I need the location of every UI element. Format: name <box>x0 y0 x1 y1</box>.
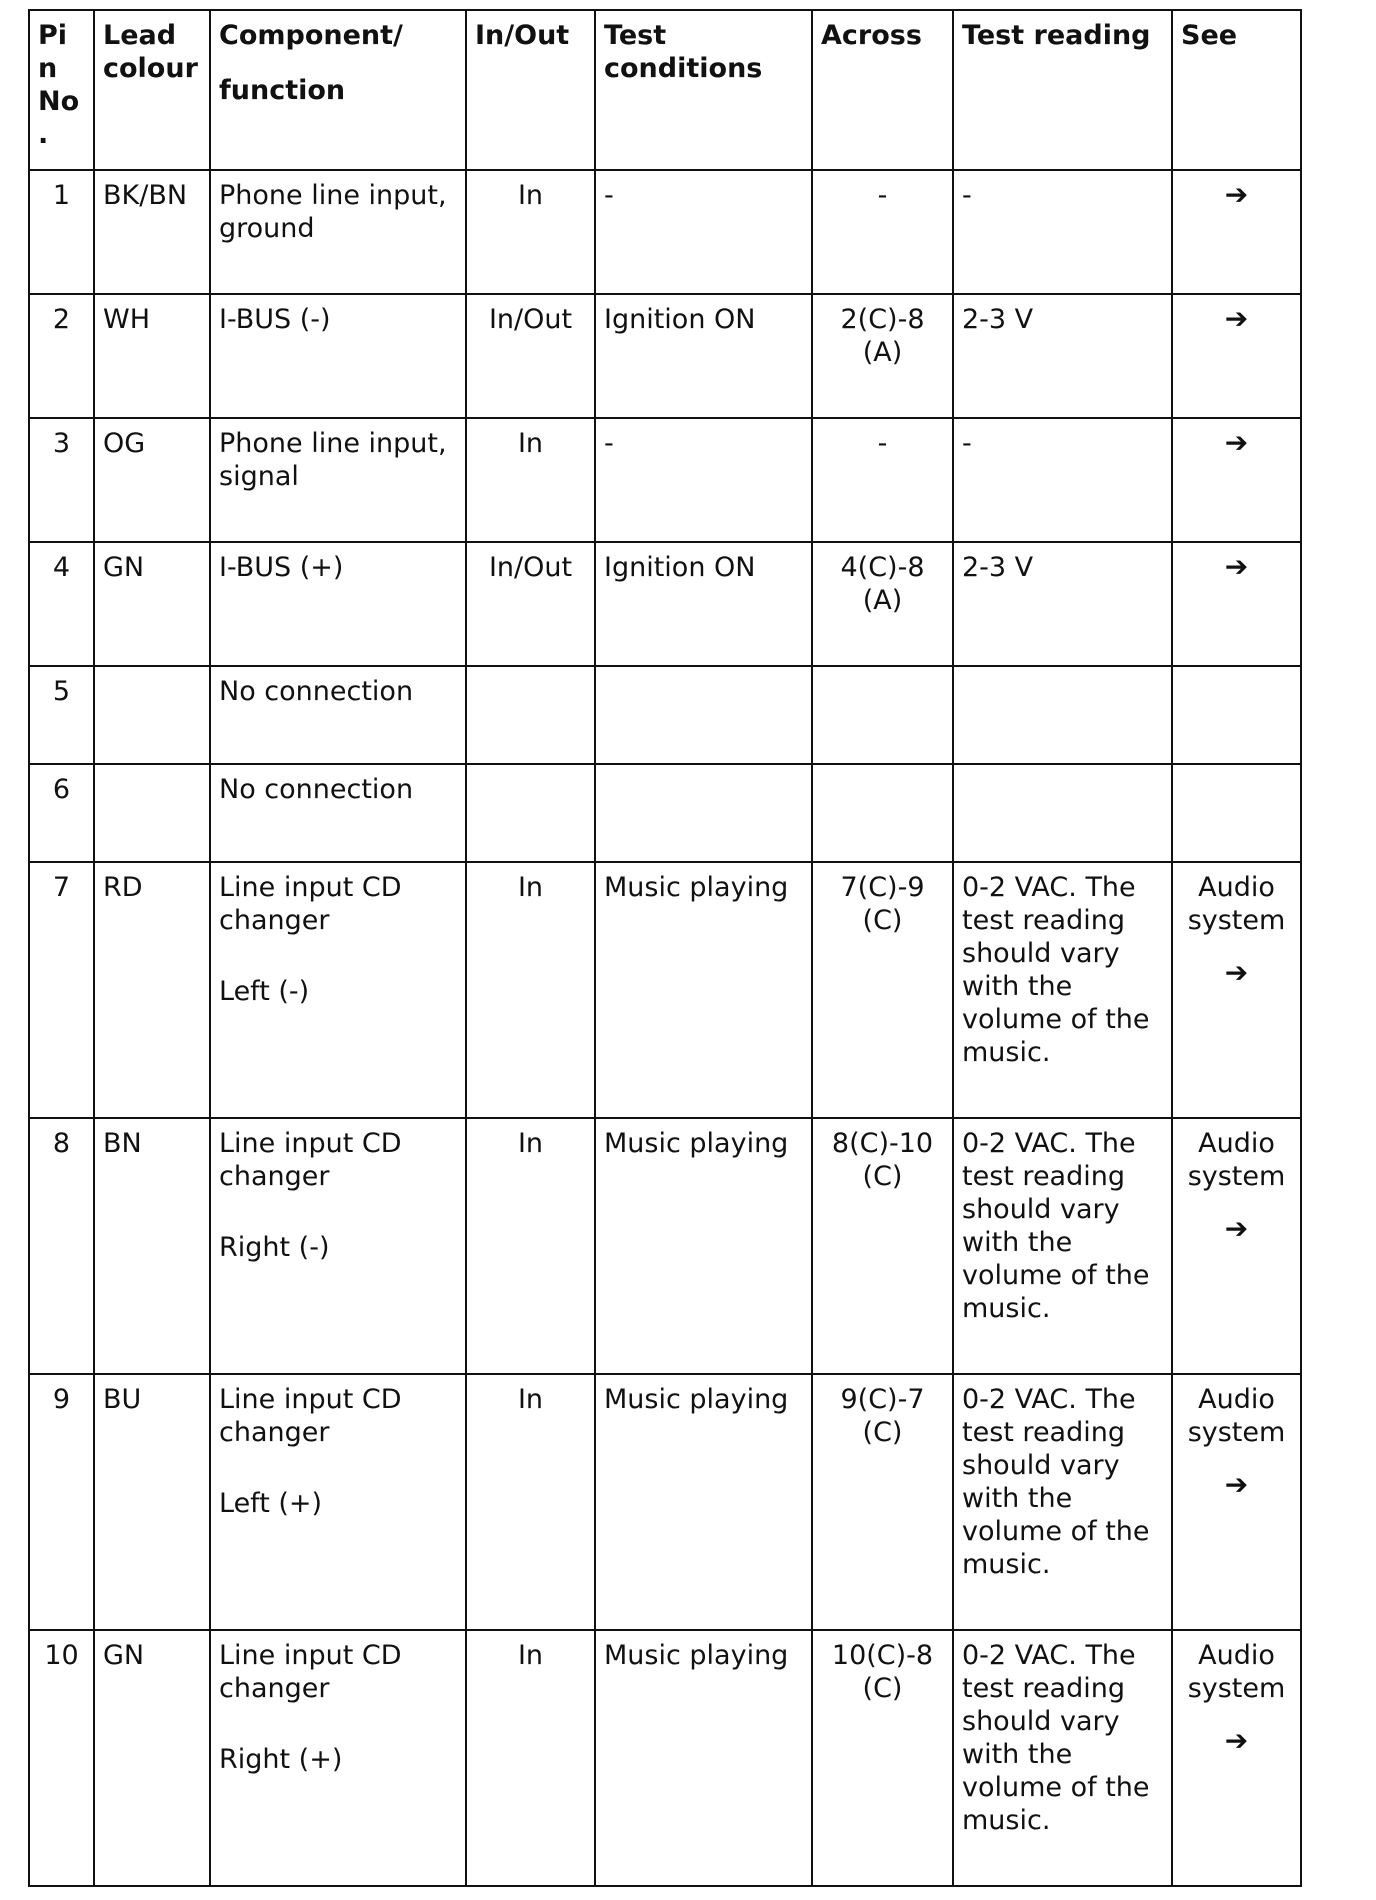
test-reading-cell-text: - <box>962 428 972 459</box>
in-out-cell-text: In/Out <box>488 552 573 583</box>
lead-colour-cell-text: BN <box>103 1128 142 1159</box>
test-reading-cell-text: 0-2 VAC. The test reading should vary with the volume of the music. <box>962 1640 1150 1836</box>
in-out-cell-text: In <box>517 428 544 459</box>
test-conditions-cell-text: Music playing <box>604 872 789 903</box>
test-conditions-cell-text: Music playing <box>604 1128 789 1159</box>
see-reference-text: Audio system <box>1187 1384 1286 1448</box>
component-cell <box>210 294 466 418</box>
table-row <box>29 1630 1301 1886</box>
in-out-cell-text: In/Out <box>488 304 573 335</box>
lead-colour-cell <box>94 294 210 418</box>
lead-colour-cell-text: OG <box>103 428 146 459</box>
across-cell <box>812 542 953 666</box>
right-arrow-icon[interactable]: ➔ <box>1224 426 1249 459</box>
lead-colour-cell-text: BK/BN <box>103 180 188 211</box>
in-out-cell <box>466 542 595 666</box>
lead-colour-cell-text: GN <box>103 1640 145 1671</box>
pin-number-cell-text: 9 <box>52 1384 71 1415</box>
component-cell <box>210 1118 466 1374</box>
test-conditions-cell <box>595 418 812 542</box>
lead-colour-cell-text: GN <box>103 552 145 583</box>
right-arrow-icon[interactable]: ➔ <box>1224 1724 1249 1757</box>
across-line-2: (C) <box>862 1673 903 1704</box>
across-line-1: 4(C)-8 <box>840 552 925 583</box>
test-reading-cell-text: 2-3 V <box>962 552 1034 583</box>
pin-number-cell-text: 2 <box>52 304 71 335</box>
in-out-cell <box>466 418 595 542</box>
across-line-1: 9(C)-7 <box>840 1384 925 1415</box>
pin-number-cell-text: 10 <box>44 1640 79 1671</box>
right-arrow-icon[interactable]: ➔ <box>1224 1468 1249 1501</box>
see-cell <box>1172 666 1301 764</box>
test-conditions-cell <box>595 294 812 418</box>
lead-colour-cell-text: RD <box>103 872 143 903</box>
test-conditions-cell <box>595 862 812 1118</box>
component-cell-text: No connection <box>219 676 414 707</box>
component-cell <box>210 170 466 294</box>
across-cell <box>812 1630 953 1886</box>
header-test-conditions: Test conditions <box>595 10 812 170</box>
component-cell-text: Line input CD changer <box>219 872 402 936</box>
table-row <box>29 542 1301 666</box>
across-line-2: (C) <box>862 905 903 936</box>
pin-number-cell-text: 6 <box>52 774 71 805</box>
test-reading-cell <box>953 1374 1172 1630</box>
see-cell <box>1172 542 1301 666</box>
across-line-2: (C) <box>862 1417 903 1448</box>
pin-assignment-table <box>28 9 1302 1887</box>
test-reading-cell <box>953 418 1172 542</box>
component-cell-text: Phone line input, ground <box>219 180 447 244</box>
see-cell <box>1172 294 1301 418</box>
test-conditions-cell <box>595 542 812 666</box>
test-reading-cell-text: 0-2 VAC. The test reading should vary with the volume of the music. <box>962 1128 1150 1324</box>
across-cell <box>812 1374 953 1630</box>
pin-number-cell-text: 8 <box>52 1128 71 1159</box>
see-cell <box>1172 170 1301 294</box>
in-out-cell <box>466 1374 595 1630</box>
lead-colour-cell <box>94 542 210 666</box>
header-component <box>210 10 466 170</box>
component-cell-text: Phone line input, signal <box>219 428 447 492</box>
see-reference-text: Audio system <box>1187 1640 1286 1704</box>
test-reading-cell <box>953 764 1172 862</box>
across-line-1: 8(C)-10 <box>831 1128 934 1159</box>
lead-colour-cell <box>94 1118 210 1374</box>
test-conditions-cell <box>595 1374 812 1630</box>
across-line-1: - <box>877 428 888 459</box>
pin-number-cell <box>29 294 94 418</box>
test-conditions-cell <box>595 666 812 764</box>
in-out-cell <box>466 862 595 1118</box>
in-out-cell-text: In <box>517 1640 544 1671</box>
in-out-cell-text: In <box>517 180 544 211</box>
header-lead-colour: Lead colour <box>94 10 210 170</box>
across-cell <box>812 666 953 764</box>
across-line-2: (A) <box>862 585 903 616</box>
test-reading-cell-text: 0-2 VAC. The test reading should vary with the volume of the music. <box>962 1384 1150 1580</box>
in-out-cell <box>466 1630 595 1886</box>
in-out-cell-text: In <box>517 1384 544 1415</box>
test-conditions-cell-text: - <box>604 180 614 211</box>
pin-number-cell <box>29 764 94 862</box>
test-conditions-cell <box>595 1630 812 1886</box>
across-cell <box>812 170 953 294</box>
component-cell <box>210 1630 466 1886</box>
see-cell <box>1172 1630 1301 1886</box>
lead-colour-cell <box>94 1630 210 1886</box>
lead-colour-cell <box>94 170 210 294</box>
test-reading-cell <box>953 862 1172 1118</box>
pin-number-cell <box>29 862 94 1118</box>
component-subfunction: Left (+) <box>219 1488 323 1519</box>
see-reference-text: Audio system <box>1187 1128 1286 1192</box>
test-conditions-cell-text: Ignition ON <box>604 304 756 335</box>
in-out-cell <box>466 170 595 294</box>
test-conditions-cell <box>595 170 812 294</box>
pin-number-cell-text: 5 <box>52 676 71 707</box>
lead-colour-cell <box>94 418 210 542</box>
component-subfunction: Left (-) <box>219 976 310 1007</box>
across-cell <box>812 764 953 862</box>
see-cell <box>1172 418 1301 542</box>
in-out-cell-text: In <box>517 1128 544 1159</box>
component-cell-text: No connection <box>219 774 414 805</box>
across-line-1: 10(C)-8 <box>831 1640 934 1671</box>
pin-number-cell-text: 7 <box>52 872 71 903</box>
across-line-1: 2(C)-8 <box>840 304 925 335</box>
header-across: Across <box>812 10 953 170</box>
component-subfunction: Right (-) <box>219 1232 330 1263</box>
component-cell-text: I-BUS (-) <box>219 304 331 335</box>
across-cell <box>812 418 953 542</box>
across-cell <box>812 862 953 1118</box>
pin-number-cell-text: 4 <box>52 552 71 583</box>
right-arrow-icon[interactable]: ➔ <box>1224 1212 1249 1245</box>
test-conditions-cell-text: - <box>604 428 614 459</box>
table-header-row <box>29 10 1301 170</box>
lead-colour-cell-text: BU <box>103 1384 142 1415</box>
table-row <box>29 1374 1301 1630</box>
pin-number-cell <box>29 418 94 542</box>
component-cell <box>210 542 466 666</box>
test-conditions-cell <box>595 1118 812 1374</box>
in-out-cell-text: In <box>517 872 544 903</box>
test-conditions-cell-text: Music playing <box>604 1384 789 1415</box>
in-out-cell <box>466 1118 595 1374</box>
table-row <box>29 294 1301 418</box>
pin-number-cell <box>29 170 94 294</box>
component-cell <box>210 862 466 1118</box>
table-row <box>29 666 1301 764</box>
header-component-line1: Component/ <box>219 20 403 51</box>
table-row <box>29 418 1301 542</box>
right-arrow-icon[interactable]: ➔ <box>1224 178 1249 211</box>
across-line-1: - <box>877 180 888 211</box>
lead-colour-cell <box>94 666 210 764</box>
table-row <box>29 764 1301 862</box>
header-see: See <box>1172 10 1301 170</box>
table-row <box>29 170 1301 294</box>
across-line-1: 7(C)-9 <box>840 872 925 903</box>
component-cell <box>210 764 466 862</box>
pin-number-cell <box>29 1118 94 1374</box>
in-out-cell <box>466 294 595 418</box>
pin-number-cell <box>29 1630 94 1886</box>
right-arrow-icon[interactable]: ➔ <box>1224 302 1249 335</box>
right-arrow-icon[interactable]: ➔ <box>1224 956 1249 989</box>
component-cell-text: Line input CD changer <box>219 1640 402 1704</box>
component-cell-text: I-BUS (+) <box>219 552 344 583</box>
table-body <box>29 170 1301 1886</box>
test-reading-cell <box>953 1630 1172 1886</box>
component-cell-text: Line input CD changer <box>219 1128 402 1192</box>
across-cell <box>812 294 953 418</box>
table-row <box>29 862 1301 1118</box>
in-out-cell <box>466 764 595 862</box>
component-cell <box>210 1374 466 1630</box>
test-conditions-cell-text: Music playing <box>604 1640 789 1671</box>
pin-number-cell <box>29 666 94 764</box>
component-subfunction: Right (+) <box>219 1744 343 1775</box>
test-reading-cell-text: 0-2 VAC. The test reading should vary with the volume of the music. <box>962 872 1150 1068</box>
in-out-cell <box>466 666 595 764</box>
test-reading-cell-text: 2-3 V <box>962 304 1034 335</box>
header-component-line2: function <box>219 75 346 106</box>
component-cell <box>210 418 466 542</box>
across-cell <box>812 1118 953 1374</box>
lead-colour-cell <box>94 862 210 1118</box>
lead-colour-cell-text: WH <box>103 304 150 335</box>
see-cell <box>1172 764 1301 862</box>
header-test-reading: Test reading <box>953 10 1172 170</box>
across-line-2: (A) <box>862 337 903 368</box>
component-cell-text: Line input CD changer <box>219 1384 402 1448</box>
see-cell <box>1172 862 1301 1118</box>
see-reference-text: Audio system <box>1187 872 1286 936</box>
across-line-2: (C) <box>862 1161 903 1192</box>
pin-number-cell-text: 3 <box>52 428 71 459</box>
test-conditions-cell <box>595 764 812 862</box>
test-reading-cell <box>953 294 1172 418</box>
test-reading-cell-text: - <box>962 180 972 211</box>
pin-number-cell <box>29 1374 94 1630</box>
component-cell <box>210 666 466 764</box>
header-pin: Pin No. <box>29 10 94 170</box>
test-reading-cell <box>953 666 1172 764</box>
pin-number-cell-text: 1 <box>52 180 71 211</box>
test-conditions-cell-text: Ignition ON <box>604 552 756 583</box>
pin-number-cell <box>29 542 94 666</box>
see-cell <box>1172 1118 1301 1374</box>
lead-colour-cell <box>94 764 210 862</box>
header-in-out: In/Out <box>466 10 595 170</box>
see-cell <box>1172 1374 1301 1630</box>
right-arrow-icon[interactable]: ➔ <box>1224 550 1249 583</box>
test-reading-cell <box>953 542 1172 666</box>
lead-colour-cell <box>94 1374 210 1630</box>
test-reading-cell <box>953 170 1172 294</box>
table-row <box>29 1118 1301 1374</box>
test-reading-cell <box>953 1118 1172 1374</box>
